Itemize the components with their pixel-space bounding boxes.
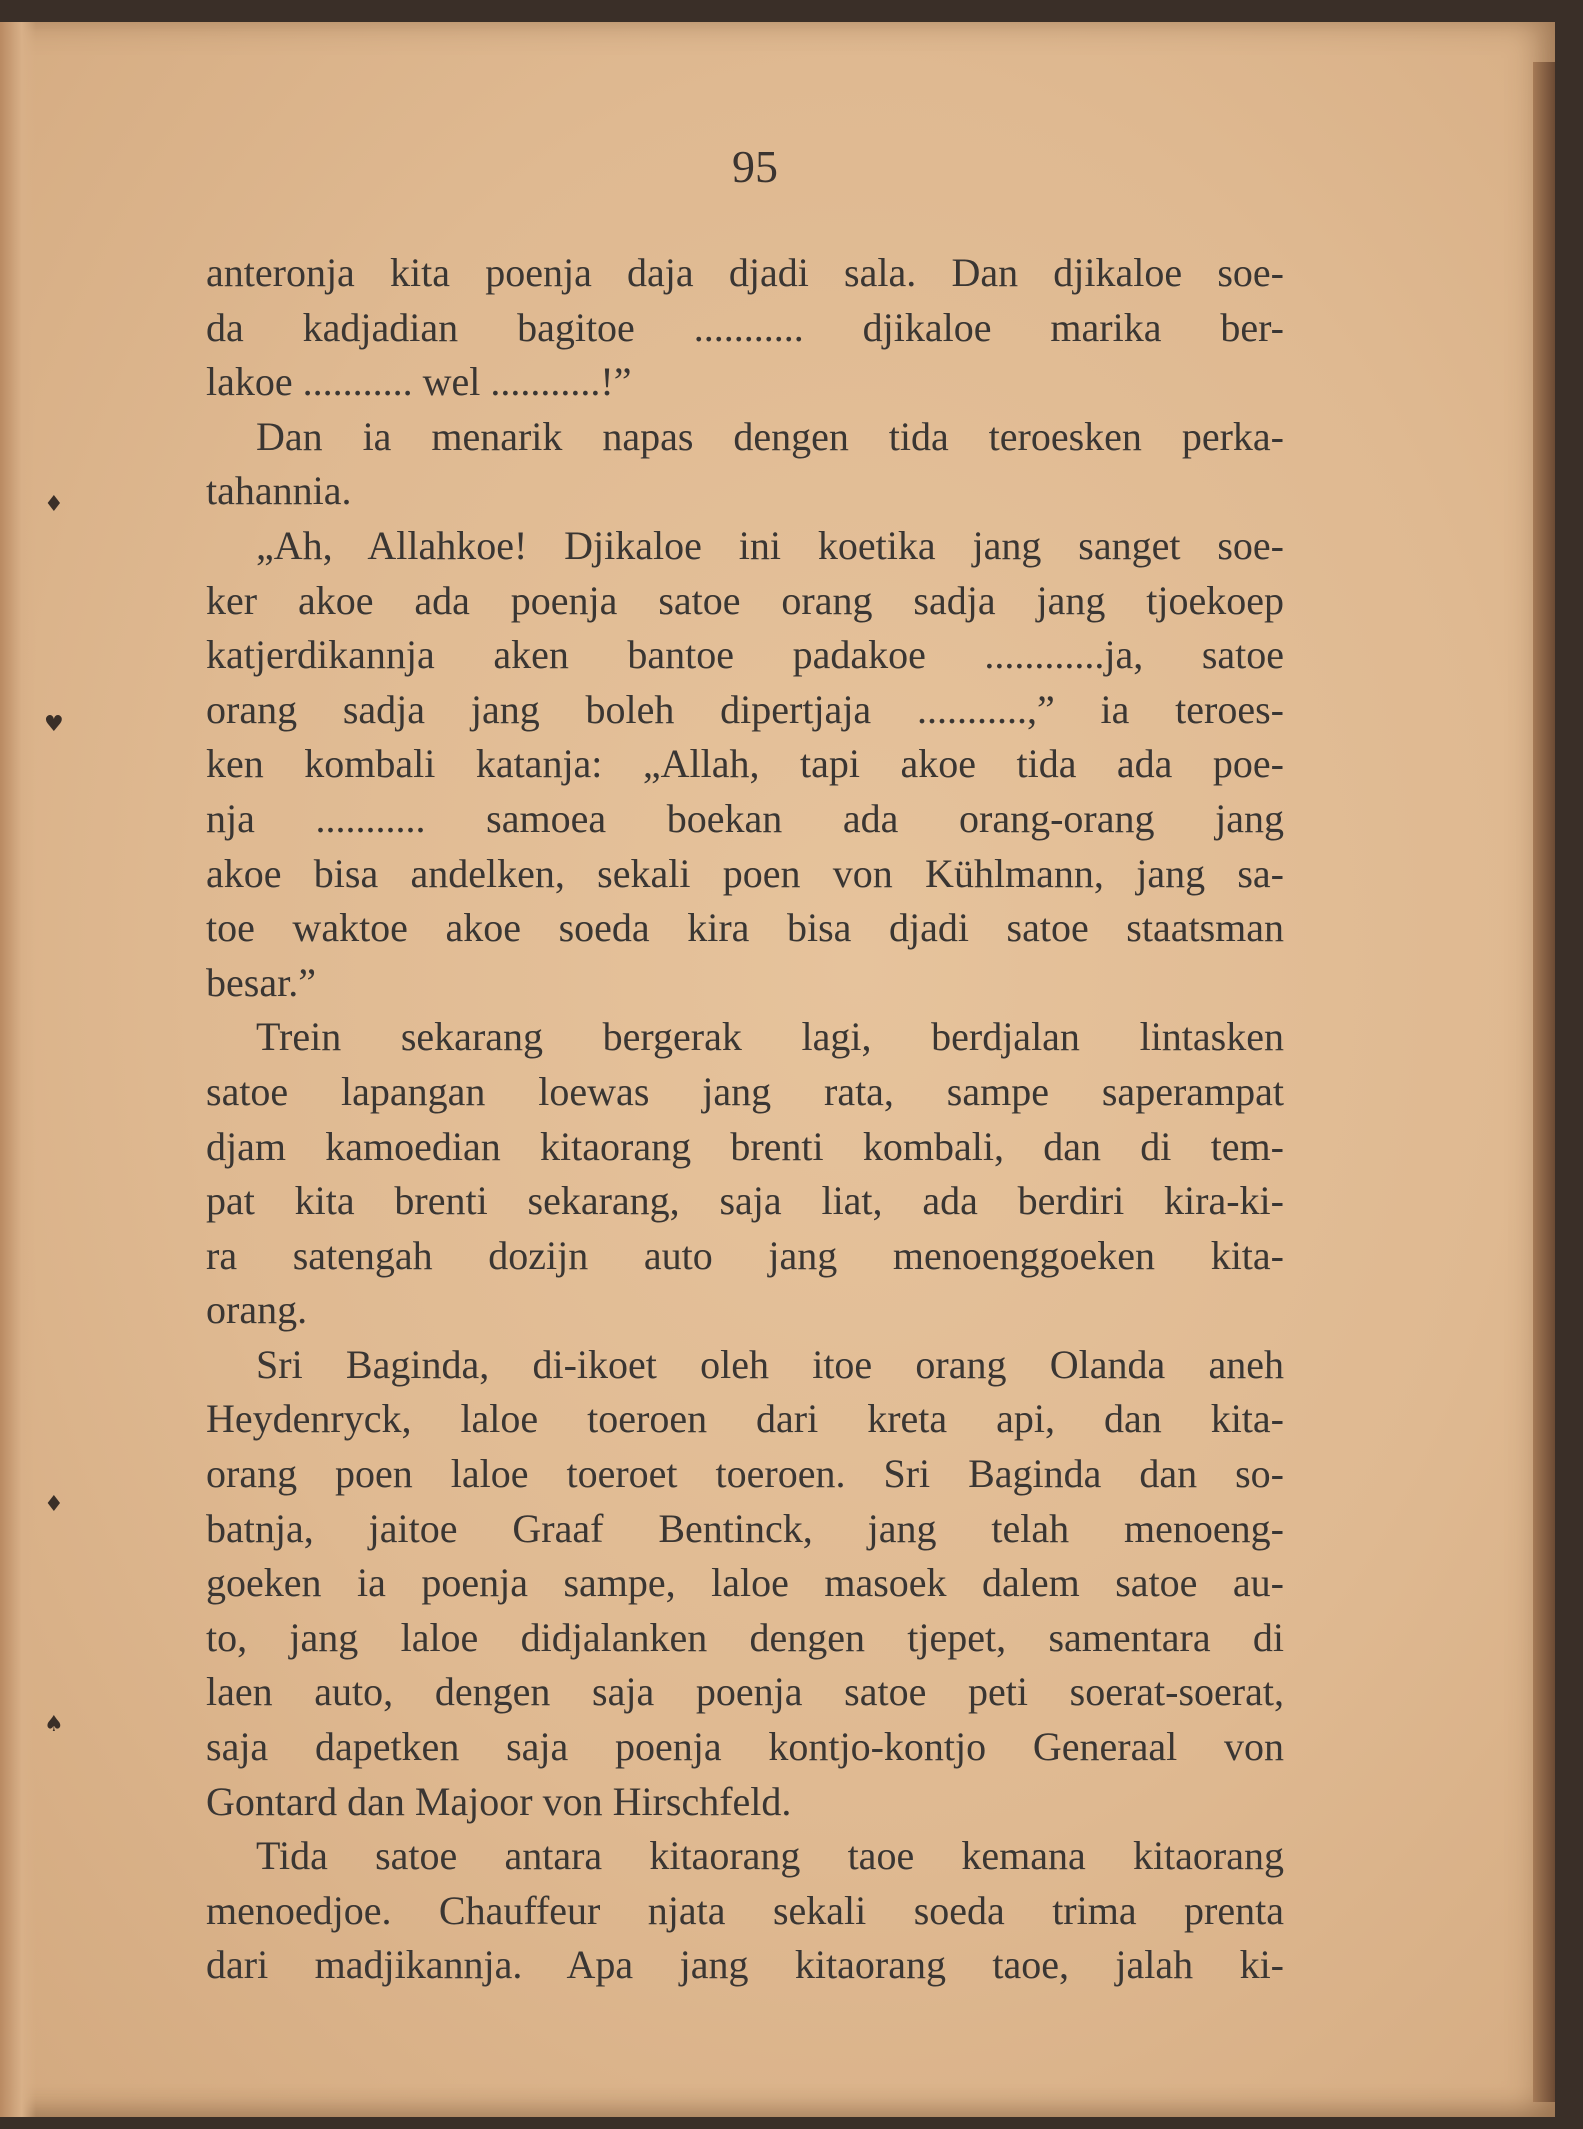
text-line: orang poen laloe toeroet toeroen. Sri Baginda dan so- xyxy=(206,1451,1284,1497)
text-line: tahannia. xyxy=(206,468,352,514)
text-line: orang. xyxy=(206,1287,308,1333)
margin-mark: ♥ xyxy=(44,712,64,737)
text-line: laen auto, dengen saja poenja satoe peti soerat-soerat, xyxy=(206,1669,1284,1715)
text-line: akoe bisa andelken, sekali poen von Kühlmann, jang sa- xyxy=(206,850,1284,896)
text-line: Dan ia menarik napas dengen tida teroesken perka- xyxy=(256,413,1284,459)
text-line: da kadjadian bagitoe ........... djikaloe marika ber- xyxy=(206,304,1284,350)
margin-mark: ♦ xyxy=(44,1492,64,1517)
text-line: nja ........... samoea boekan ada orang-orang jang xyxy=(206,795,1284,841)
book-page xyxy=(0,22,1555,2117)
text-line: Tida satoe antara kitaorang taoe kemana kitaorang xyxy=(256,1833,1284,1879)
text-line: pat kita brenti sekarang, saja liat, ada berdiri kira-ki- xyxy=(206,1178,1284,1224)
text-line: ra satengah dozijn auto jang menoenggoeken kita- xyxy=(206,1232,1284,1278)
text-line: Heydenryck, laloe toeroen dari kreta api, dan kita- xyxy=(206,1396,1284,1442)
text-line: orang sadja jang boleh dipertjaja ...........,” ia teroes- xyxy=(206,686,1284,732)
text-line: ker akoe ada poenja satoe orang sadja jang tjoekoep xyxy=(206,577,1284,623)
text-line: Gontard dan Majoor von Hirschfeld. xyxy=(206,1778,792,1824)
text-line: saja dapetken saja poenja kontjo-kontjo Generaal von xyxy=(206,1724,1284,1770)
text-line: katjerdikannja aken bantoe padakoe ............ja, satoe xyxy=(206,632,1284,678)
page-edge xyxy=(1533,62,1555,2102)
text-line: goeken ia poenja sampe, laloe masoek dalem satoe au- xyxy=(206,1560,1284,1606)
text-line: menoedjoe. Chauffeur njata sekali soeda trima prenta xyxy=(206,1887,1284,1933)
body-text xyxy=(206,246,1284,1993)
text-line: „Ah, Allahkoe! Djikaloe ini koetika jang sanget soe- xyxy=(256,522,1284,568)
margin-mark: ♠ xyxy=(44,1712,64,1737)
text-line: lakoe ........... wel ...........!” xyxy=(206,359,632,405)
text-line: dari madjikannja. Apa jang kitaorang taoe, jalah ki- xyxy=(206,1942,1284,1988)
text-line: besar.” xyxy=(206,959,316,1005)
text-line: ken kombali katanja: „Allah, tapi akoe tida ada poe- xyxy=(206,741,1284,787)
text-line: toe waktoe akoe soeda kira bisa djadi satoe staatsman xyxy=(206,905,1284,951)
text-line: Trein sekarang bergerak lagi, berdjalan lintasken xyxy=(256,1014,1284,1060)
page-number: 95 xyxy=(732,141,778,192)
page-spine-shadow xyxy=(0,22,36,2117)
text-line: Sri Baginda, di-ikoet oleh itoe orang Olanda aneh xyxy=(256,1341,1284,1387)
margin-mark: ♦ xyxy=(44,492,64,517)
text-line: anteronja kita poenja daja djadi sala. Dan djikaloe soe- xyxy=(206,250,1284,295)
text-line: satoe lapangan loewas jang rata, sampe saperampat xyxy=(206,1068,1284,1114)
text-line: batnja, jaitoe Graaf Bentinck, jang telah menoeng- xyxy=(206,1505,1284,1551)
text-line: djam kamoedian kitaorang brenti kombali, dan di tem- xyxy=(206,1123,1284,1169)
text-line: to, jang laloe didjalanken dengen tjepet, samentara di xyxy=(206,1614,1284,1660)
